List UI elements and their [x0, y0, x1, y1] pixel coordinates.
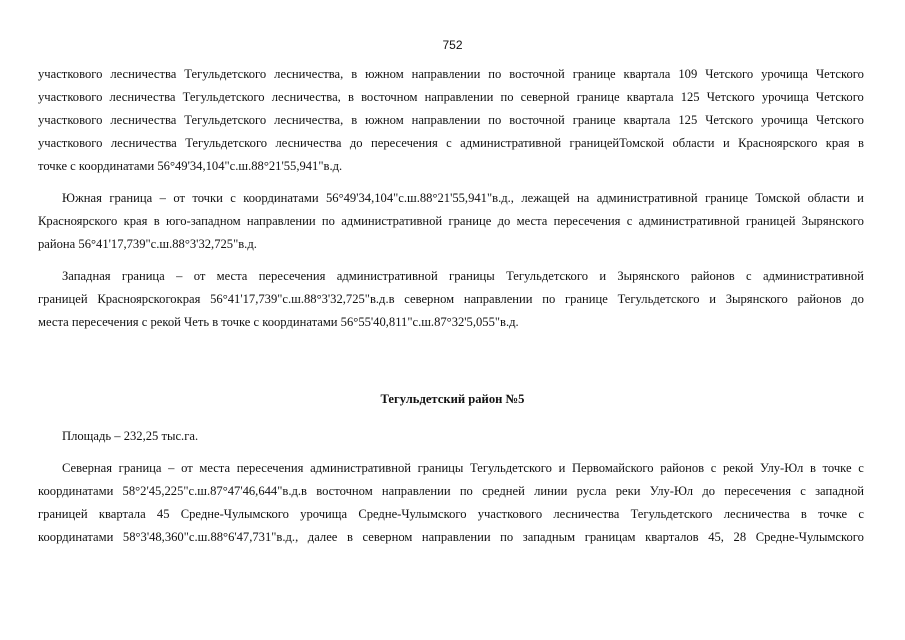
word: точке [822, 461, 852, 475]
paragraph-2-line-3: района 56°41'17,739"с.ш.88°3'32,725"в.д. [38, 237, 257, 251]
word: лесничества, [274, 113, 344, 127]
word: с [446, 136, 452, 150]
word: границейТомской [569, 136, 665, 150]
paragraph-1-line-5: точке с координатами 56°49'34,104"с.ш.88°21'55,941"в.д. [38, 159, 343, 173]
word: 45, [708, 530, 724, 544]
word: далее [307, 530, 338, 544]
word: 125 [678, 113, 698, 127]
word: границе [572, 67, 616, 81]
word: 45 [156, 507, 170, 521]
word: до [349, 136, 363, 150]
word: лежащей [521, 191, 570, 205]
word: на [576, 191, 590, 205]
word: 56°41'17,739"с.ш.88°3'32,725"в.д.в [210, 292, 395, 306]
word: точке [818, 507, 848, 521]
word: границам [584, 530, 636, 544]
word: Тегульдетского [630, 507, 713, 521]
word: направлении [381, 484, 451, 498]
word: 109 [678, 67, 698, 81]
word: 56°49'34,104"с.ш.88°21'55,941"в.д., [326, 191, 514, 205]
word: Красноярскогокрая [97, 292, 201, 306]
word: Красноярского [38, 214, 118, 228]
word: 58°2'45,225"с.ш.87°47'46,644"в.д.в [122, 484, 307, 498]
word: участкового [477, 507, 543, 521]
word: направлении [411, 113, 481, 127]
word: пересечения [553, 214, 621, 228]
word: в [153, 214, 160, 228]
word: – [168, 461, 175, 475]
word: лесничества [110, 113, 177, 127]
paragraph-2-line-2 [38, 213, 864, 229]
paragraph-3-line-3: места пересечения с рекой Четь в точке с координатами 56°55'40,811"с.ш.87°32'5,055"в.д. [38, 315, 519, 329]
word: границы [417, 461, 464, 475]
word: Тегульдетского [182, 90, 265, 104]
word: Улу-Юл [759, 461, 804, 475]
word: западным [522, 530, 576, 544]
word: с [858, 507, 864, 521]
word: лесничества, [274, 67, 344, 81]
word: границей [38, 292, 88, 306]
word: средней [482, 484, 525, 498]
word: с [746, 269, 752, 283]
word: Тегульдетского [470, 461, 552, 475]
word: административной [762, 269, 864, 283]
word: Тегульдетского [184, 67, 267, 81]
word: по [459, 484, 473, 498]
word: квартала [623, 113, 671, 127]
word: Северная [62, 461, 113, 475]
word: восточной [509, 113, 565, 127]
word: кварталов [645, 530, 699, 544]
word: урочища [761, 90, 809, 104]
word: места [216, 269, 248, 283]
word: районов [660, 461, 705, 475]
word: с [710, 461, 717, 475]
word: Зырянского [725, 292, 788, 306]
word: рекой [722, 461, 754, 475]
word: Четского [815, 90, 864, 104]
word: административной [341, 214, 443, 228]
word: границы [449, 269, 495, 283]
word: районов [690, 269, 735, 283]
word: Тегульдетского [185, 136, 268, 150]
word: по [500, 530, 514, 544]
paragraph-1-line-4 [38, 135, 864, 151]
word: – [159, 191, 166, 205]
word: в [858, 136, 864, 150]
word: Тегульдетского [506, 269, 588, 283]
word: области [807, 191, 850, 205]
word: по [321, 214, 335, 228]
word: и [558, 461, 566, 475]
word: координатами [38, 530, 114, 544]
word: административной [460, 136, 562, 150]
word: Четского [815, 113, 864, 127]
word: пересечения [236, 461, 304, 475]
word: по [488, 67, 502, 81]
paragraph-4-line-2 [38, 483, 864, 499]
word: с [626, 214, 633, 228]
word: восточном [316, 484, 373, 498]
word: направлении [421, 530, 491, 544]
word: области [672, 136, 715, 150]
word: границей [745, 214, 796, 228]
word: Тегульдетского [184, 113, 267, 127]
word: урочища [761, 113, 809, 127]
word: места [516, 214, 548, 228]
word: пересечения [258, 269, 326, 283]
word: юго-западном [165, 214, 241, 228]
word: Средне-Чулымского [180, 507, 289, 521]
word: лесничества [110, 67, 177, 81]
word: и [709, 292, 716, 306]
word: края [825, 136, 850, 150]
word: административной [638, 214, 740, 228]
word: лесничества [275, 136, 342, 150]
word: от [193, 269, 206, 283]
word: координатами [38, 484, 114, 498]
word: 28 [733, 530, 747, 544]
word: границе [565, 292, 608, 306]
word: Средне-Чулымского [755, 530, 864, 544]
word: участкового [38, 90, 103, 104]
area-line: Площадь – 232,25 тыс.га. [62, 429, 199, 443]
word: от [181, 461, 193, 475]
word: в [809, 461, 816, 475]
word: по [542, 292, 556, 306]
word: Четского [705, 113, 754, 127]
word: граница [109, 191, 153, 205]
word: северной [520, 90, 570, 104]
word: линии [534, 484, 568, 498]
word: лесничества [109, 90, 176, 104]
word: – [176, 269, 183, 283]
word: границе [705, 191, 748, 205]
word: с [858, 461, 864, 475]
paragraph-4-line-3 [38, 506, 864, 522]
word: квартала [626, 90, 674, 104]
word: Зырянского [617, 269, 680, 283]
word: Томской [755, 191, 801, 205]
word: в [347, 90, 354, 104]
word: до [702, 484, 716, 498]
word: северном [404, 292, 455, 306]
word: границе [448, 214, 492, 228]
word: южном [365, 113, 404, 127]
word: участкового [38, 136, 103, 150]
word: квартала [623, 67, 671, 81]
word: Зырянского [801, 214, 864, 228]
word: восточной [509, 67, 565, 81]
word: граница [118, 461, 162, 475]
word: границе [576, 90, 620, 104]
word: до [851, 292, 864, 306]
word: Красноярского [738, 136, 818, 150]
word: пересечения [371, 136, 438, 150]
word: западной [815, 484, 864, 498]
word: районов [797, 292, 842, 306]
word: точки [192, 191, 223, 205]
word: урочища [300, 507, 348, 521]
word: в [800, 507, 807, 521]
word: направлении [463, 292, 533, 306]
word: восточном [361, 90, 418, 104]
word: северном [362, 530, 413, 544]
paragraph-1-line-2 [38, 89, 864, 105]
word: границей [38, 507, 88, 521]
word: русла [576, 484, 607, 498]
paragraph-2-line-1 [62, 190, 864, 206]
word: направлении [411, 67, 481, 81]
word: участкового [38, 67, 103, 81]
word: южном [365, 67, 404, 81]
word: по [488, 113, 502, 127]
word: Западная [62, 269, 111, 283]
word: административной [336, 269, 438, 283]
word: и [857, 191, 864, 205]
word: Улу-Юл [649, 484, 694, 498]
word: лесничества [723, 507, 790, 521]
word: Четского [706, 90, 755, 104]
word: Тегульдетского [617, 292, 700, 306]
word: лесничества [553, 507, 620, 521]
word: направлении [424, 90, 494, 104]
word: и [599, 269, 607, 283]
word: места [199, 461, 231, 475]
word: квартала [98, 507, 146, 521]
word: 58°3'48,360"с.ш.88°6'47,731"в.д., [122, 530, 299, 544]
word: с [230, 191, 236, 205]
word: до [497, 214, 511, 228]
word: координатами [243, 191, 319, 205]
word: граница [121, 269, 165, 283]
word: лесничества, [271, 90, 341, 104]
paragraph-4-line-4 [38, 529, 864, 545]
word: от [173, 191, 185, 205]
word: 125 [680, 90, 700, 104]
word: урочища [761, 67, 809, 81]
word: Четского [815, 67, 864, 81]
word: в [351, 113, 358, 127]
paragraph-1-line-3 [38, 112, 864, 128]
word: административной [310, 461, 412, 475]
paragraph-3-line-2 [38, 291, 864, 307]
word: пересечения [724, 484, 792, 498]
word: Четского [705, 67, 754, 81]
word: Первомайского [571, 461, 654, 475]
page-number: 752 [442, 38, 463, 52]
word: участкового [38, 113, 103, 127]
word: административной [596, 191, 698, 205]
word: Южная [62, 191, 102, 205]
word: края [123, 214, 148, 228]
word: лесничества [110, 136, 177, 150]
word: реки [615, 484, 641, 498]
word: Средне-Чулымского [358, 507, 467, 521]
word: по [500, 90, 514, 104]
paragraph-1-line-1 [38, 66, 864, 82]
word: с [800, 484, 806, 498]
word: в [351, 67, 358, 81]
word: границе [572, 113, 616, 127]
word: в [346, 530, 353, 544]
word: и [722, 136, 730, 150]
paragraph-3-line-1 [62, 268, 864, 284]
section-heading: Тегульдетский район №5 [380, 392, 525, 406]
word: направлении [246, 214, 316, 228]
paragraph-4-line-1 [62, 460, 864, 476]
